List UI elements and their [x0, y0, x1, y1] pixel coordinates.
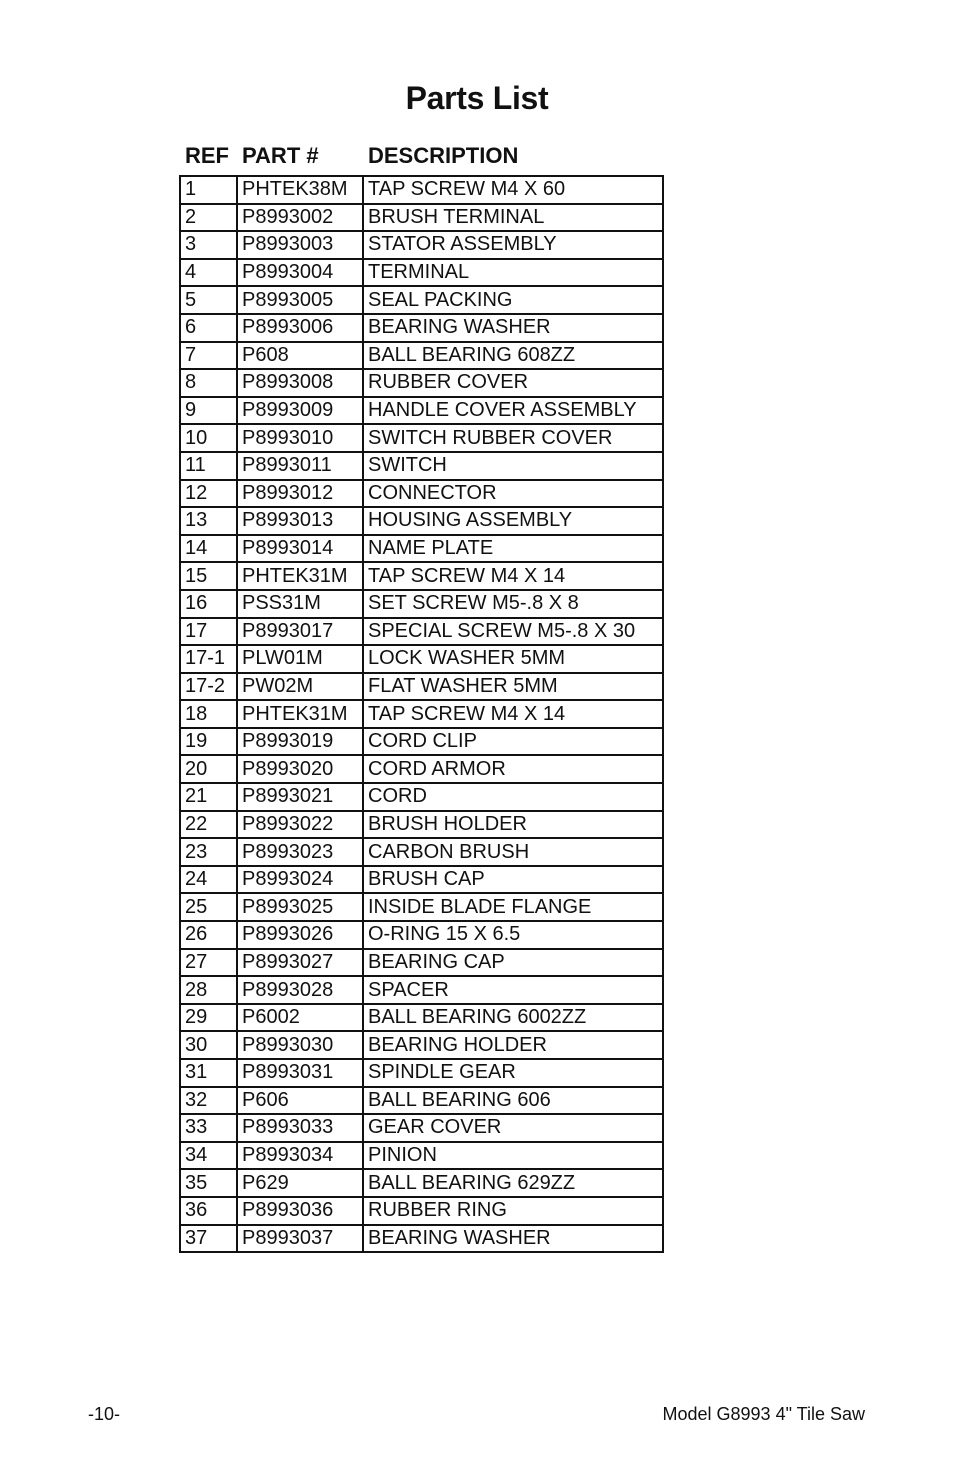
description-cell: CORD ARMOR: [363, 755, 663, 783]
description-cell: BEARING CAP: [363, 949, 663, 977]
part-number-cell: P8993017: [237, 618, 363, 646]
table-row: [180, 893, 663, 921]
table-row: [180, 424, 663, 452]
ref-cell: 1: [180, 176, 237, 204]
part-number-cell: P8993033: [237, 1114, 363, 1142]
description-cell: SEAL PACKING: [363, 286, 663, 314]
part-number-cell: P8993008: [237, 369, 363, 397]
description-cell: NAME PLATE: [363, 535, 663, 563]
description-cell: LOCK WASHER 5MM: [363, 645, 663, 673]
description-cell: BRUSH HOLDER: [363, 811, 663, 839]
table-row: [180, 231, 663, 259]
table-row: [180, 976, 663, 1004]
ref-cell: 15: [180, 562, 237, 590]
table-row: [180, 1087, 663, 1115]
part-number-cell: P8993011: [237, 452, 363, 480]
description-cell: SWITCH: [363, 452, 663, 480]
part-number-cell: P8993013: [237, 507, 363, 535]
part-number-cell: P8993009: [237, 397, 363, 425]
part-number-cell: P8993028: [237, 976, 363, 1004]
description-cell: SET SCREW M5-.8 X 8: [363, 590, 663, 618]
description-cell: HOUSING ASSEMBLY: [363, 507, 663, 535]
ref-cell: 2: [180, 204, 237, 232]
part-number-cell: P8993034: [237, 1142, 363, 1170]
part-number-cell: P8993006: [237, 314, 363, 342]
table-row: [180, 1031, 663, 1059]
page-number: -10-: [88, 1404, 121, 1424]
page-title: Parts List: [405, 80, 549, 116]
description-cell: BALL BEARING 608ZZ: [363, 342, 663, 370]
ref-cell: 8: [180, 369, 237, 397]
part-number-cell: P8993004: [237, 259, 363, 287]
part-number-cell: P8993022: [237, 811, 363, 839]
table-row: [180, 618, 663, 646]
description-cell: FLAT WASHER 5MM: [363, 673, 663, 701]
description-cell: RUBBER RING: [363, 1197, 663, 1225]
ref-cell: 11: [180, 452, 237, 480]
description-cell: PINION: [363, 1142, 663, 1170]
part-number-cell: P608: [237, 342, 363, 370]
ref-cell: 33: [180, 1114, 237, 1142]
ref-cell: 20: [180, 755, 237, 783]
ref-cell: 3: [180, 231, 237, 259]
description-cell: INSIDE BLADE FLANGE: [363, 893, 663, 921]
ref-cell: 4: [180, 259, 237, 287]
description-cell: GEAR COVER: [363, 1114, 663, 1142]
ref-cell: 25: [180, 893, 237, 921]
description-cell: BALL BEARING 6002ZZ: [363, 1004, 663, 1032]
ref-cell: 28: [180, 976, 237, 1004]
ref-cell: 9: [180, 397, 237, 425]
part-number-cell: P8993003: [237, 231, 363, 259]
ref-cell: 29: [180, 1004, 237, 1032]
part-number-cell: PHTEK31M: [237, 700, 363, 728]
ref-cell: 34: [180, 1142, 237, 1170]
ref-cell: 27: [180, 949, 237, 977]
description-cell: SWITCH RUBBER COVER: [363, 424, 663, 452]
table-row: [180, 645, 663, 673]
part-number-cell: PW02M: [237, 673, 363, 701]
column-headers: [180, 143, 662, 171]
ref-cell: 37: [180, 1225, 237, 1253]
table-row: [180, 176, 663, 204]
description-cell: SPINDLE GEAR: [363, 1059, 663, 1087]
description-cell: BRUSH TERMINAL: [363, 204, 663, 232]
table-row: [180, 480, 663, 508]
table-row: [180, 1059, 663, 1087]
header-description: DESCRIPTION: [368, 143, 519, 168]
table-row: [180, 286, 663, 314]
part-number-cell: P8993031: [237, 1059, 363, 1087]
ref-cell: 13: [180, 507, 237, 535]
ref-cell: 31: [180, 1059, 237, 1087]
ref-cell: 17-2: [180, 673, 237, 701]
part-number-cell: P629: [237, 1169, 363, 1197]
description-cell: BALL BEARING 629ZZ: [363, 1169, 663, 1197]
description-cell: CORD CLIP: [363, 728, 663, 756]
description-cell: BALL BEARING 606: [363, 1087, 663, 1115]
description-cell: TAP SCREW M4 X 60: [363, 176, 663, 204]
table-row: [180, 1004, 663, 1032]
table-row: [180, 949, 663, 977]
part-number-cell: P8993021: [237, 783, 363, 811]
ref-cell: 17: [180, 618, 237, 646]
description-cell: HANDLE COVER ASSEMBLY: [363, 397, 663, 425]
table-row: [180, 562, 663, 590]
part-number-cell: PHTEK31M: [237, 562, 363, 590]
table-row: [180, 452, 663, 480]
table-row: [180, 369, 663, 397]
ref-cell: 6: [180, 314, 237, 342]
ref-cell: 19: [180, 728, 237, 756]
table-row: [180, 921, 663, 949]
description-cell: BEARING HOLDER: [363, 1031, 663, 1059]
table-row: [180, 590, 663, 618]
table-row: [180, 783, 663, 811]
description-cell: TAP SCREW M4 X 14: [363, 700, 663, 728]
part-number-cell: PHTEK38M: [237, 176, 363, 204]
table-row: [180, 811, 663, 839]
table-row: [180, 314, 663, 342]
part-number-cell: P8993024: [237, 866, 363, 894]
table-row: [180, 1169, 663, 1197]
table-row: [180, 673, 663, 701]
part-number-cell: P8993026: [237, 921, 363, 949]
part-number-cell: P8993019: [237, 728, 363, 756]
parts-table-body: [180, 176, 663, 1252]
part-number-cell: PLW01M: [237, 645, 363, 673]
ref-cell: 21: [180, 783, 237, 811]
description-cell: CORD: [363, 783, 663, 811]
table-row: [180, 1197, 663, 1225]
ref-cell: 14: [180, 535, 237, 563]
description-cell: STATOR ASSEMBLY: [363, 231, 663, 259]
description-cell: BEARING WASHER: [363, 1225, 663, 1253]
ref-cell: 35: [180, 1169, 237, 1197]
part-number-cell: P8993025: [237, 893, 363, 921]
part-number-cell: P8993002: [237, 204, 363, 232]
description-cell: CONNECTOR: [363, 480, 663, 508]
ref-cell: 24: [180, 866, 237, 894]
table-row: [180, 700, 663, 728]
table-row: [180, 1142, 663, 1170]
part-number-cell: P8993036: [237, 1197, 363, 1225]
ref-cell: 5: [180, 286, 237, 314]
part-number-cell: PSS31M: [237, 590, 363, 618]
ref-cell: 7: [180, 342, 237, 370]
part-number-cell: P8993020: [237, 755, 363, 783]
table-row: [180, 755, 663, 783]
table-row: [180, 1114, 663, 1142]
ref-cell: 16: [180, 590, 237, 618]
ref-cell: 32: [180, 1087, 237, 1115]
table-row: [180, 728, 663, 756]
description-cell: CARBON BRUSH: [363, 838, 663, 866]
part-number-cell: P606: [237, 1087, 363, 1115]
part-number-cell: P8993037: [237, 1225, 363, 1253]
description-cell: BEARING WASHER: [363, 314, 663, 342]
description-cell: RUBBER COVER: [363, 369, 663, 397]
table-row: [180, 1225, 663, 1253]
part-number-cell: P8993014: [237, 535, 363, 563]
description-cell: TERMINAL: [363, 259, 663, 287]
part-number-cell: P6002: [237, 1004, 363, 1032]
table-row: [180, 838, 663, 866]
part-number-cell: P8993023: [237, 838, 363, 866]
description-cell: TAP SCREW M4 X 14: [363, 562, 663, 590]
ref-cell: 30: [180, 1031, 237, 1059]
ref-cell: 10: [180, 424, 237, 452]
header-ref: REF: [185, 143, 229, 168]
description-cell: SPACER: [363, 976, 663, 1004]
table-row: [180, 342, 663, 370]
table-row: [180, 259, 663, 287]
part-number-cell: P8993005: [237, 286, 363, 314]
table-row: [180, 507, 663, 535]
description-cell: O-RING 15 X 6.5: [363, 921, 663, 949]
ref-cell: 26: [180, 921, 237, 949]
table-row: [180, 397, 663, 425]
ref-cell: 22: [180, 811, 237, 839]
ref-cell: 36: [180, 1197, 237, 1225]
parts-table: [179, 175, 664, 1253]
description-cell: SPECIAL SCREW M5-.8 X 30: [363, 618, 663, 646]
table-row: [180, 204, 663, 232]
model-name: Model G8993 4" Tile Saw: [662, 1404, 865, 1424]
header-part-number: PART #: [242, 143, 319, 168]
part-number-cell: P8993012: [237, 480, 363, 508]
description-cell: BRUSH CAP: [363, 866, 663, 894]
ref-cell: 12: [180, 480, 237, 508]
part-number-cell: P8993030: [237, 1031, 363, 1059]
part-number-cell: P8993027: [237, 949, 363, 977]
table-row: [180, 866, 663, 894]
table-row: [180, 535, 663, 563]
ref-cell: 23: [180, 838, 237, 866]
part-number-cell: P8993010: [237, 424, 363, 452]
ref-cell: 18: [180, 700, 237, 728]
ref-cell: 17-1: [180, 645, 237, 673]
